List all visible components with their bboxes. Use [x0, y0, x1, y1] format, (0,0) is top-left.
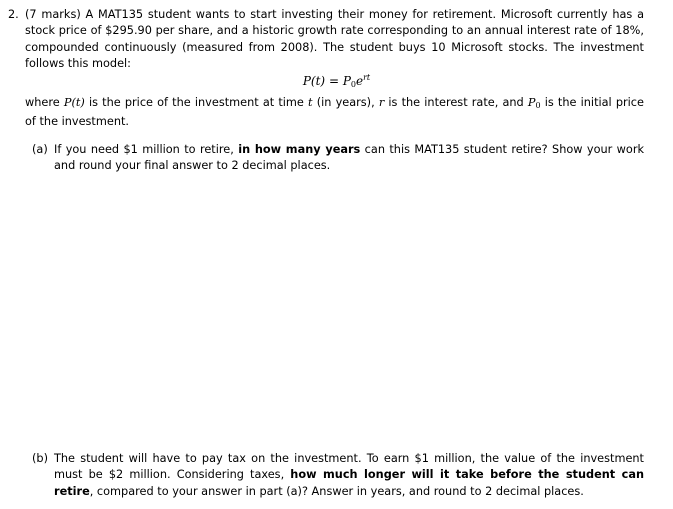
question-marks: (7 marks): [25, 8, 81, 21]
where-math-p-subscript: 0: [535, 101, 541, 110]
part-b-bold: how much longer will it take before the student can retire: [54, 468, 645, 498]
formula-base: P: [342, 74, 351, 88]
question-intro: [25, 7, 644, 73]
model-formula: [0, 70, 673, 93]
part-b: [32, 451, 644, 500]
question-intro-text: A MAT135 student wants to start investing their money for retirement. Microsoft currently has a stock price of $295.90 per share, and a historic growth rate corresponding to an annual interest rate of 18%, compounded continuously (measured from 2008). The student buys 10 Microsoft stocks. The investment follows this model:: [25, 8, 644, 71]
question-2: [8, 7, 644, 73]
part-b-text-2: , compared to your answer in part (a)? Answer in years, and round to 2 decimal places.: [89, 484, 584, 498]
where-text-1: where: [25, 96, 64, 109]
part-b-text: [54, 451, 644, 500]
where-text-2: is the price of the investment at time: [84, 96, 309, 109]
formula-exp-base: e: [356, 74, 364, 88]
part-a-text-2: can this MAT135 student retire? Show your work and round your final answer to 2 decimal places.: [54, 143, 645, 173]
formula-exponent: rt: [363, 73, 371, 82]
formula-lhs: P(t): [302, 74, 326, 88]
part-a-text: [54, 142, 644, 175]
where-text-3: (in years),: [312, 96, 379, 109]
where-text-5: is the initial price of the investment.: [25, 96, 644, 129]
where-math-r: r: [378, 96, 385, 109]
formula-base-subscript: 0: [350, 80, 356, 89]
where-math-p0: [528, 96, 541, 109]
where-math-t: t: [308, 96, 313, 109]
part-a-bold: in how many years: [238, 143, 361, 156]
formula-equals: =: [328, 74, 339, 88]
part-b-label: (b): [32, 452, 48, 465]
where-text-4: is the interest rate, and: [384, 96, 528, 109]
where-math-pt: P(t): [63, 96, 85, 109]
part-a: [32, 142, 644, 175]
variable-definitions: [25, 95, 644, 131]
part-a-text-1: If you need $1 million to retire,: [54, 143, 239, 156]
part-a-label: (a): [32, 143, 48, 156]
question-header: [8, 7, 644, 73]
question-number: 2.: [8, 8, 19, 21]
part-b-text-1: The student will have to pay tax on the investment. To earn $1 million, the value of the investment must be $2 million. Considering taxes,: [54, 452, 644, 482]
where-math-p: P: [527, 96, 536, 109]
